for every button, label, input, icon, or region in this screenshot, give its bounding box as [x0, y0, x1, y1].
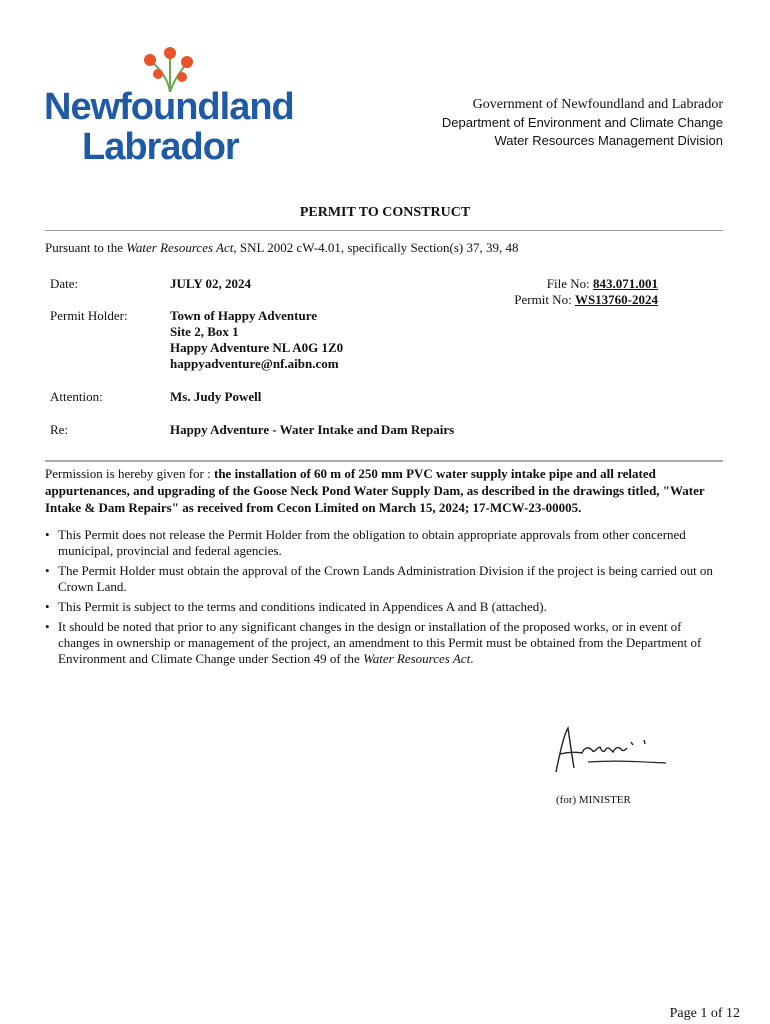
attention-label: Attention: [50, 389, 103, 404]
division-name: Water Resources Management Division [494, 133, 723, 148]
department-name: Department of Environment and Climate Change [441, 115, 723, 130]
logo-labrador: Labrador [82, 126, 239, 168]
department-header [442, 96, 723, 150]
pursuant-line: Pursuant to the Water Resources Act, SNL 2002 cW-4.01, specifically Section(s) 37, 39, 48 [45, 240, 519, 255]
page-number: Page 1 of 12 [669, 1006, 740, 1021]
list-item: • This Permit does not release the Permit Holder from the obligation to obtain appropriate approvals from other concerned municipal, provincial and federal agencies. [45, 527, 725, 559]
permit-holder-address: Town of Happy Adventure Site 2, Box 1 Happy Adventure NL A0G 1Z0 happyadventure@nf.aibn.com [170, 308, 344, 371]
logo-newfoundland: Newfoundland [44, 86, 294, 128]
list-item: • The Permit Holder must obtain the approval of the Crown Lands Administration Division if the project is being carried out on Crown Land. [45, 563, 725, 595]
list-item: • It should be noted that prior to any significant changes in the design or installation of the proposed works, or in event of changes in ownership or management of the project, an amendment to this Permit must be obtained from the Department of Environment and Climate Change under Section 49 of the Water Resources Act. [45, 619, 725, 667]
government-logo [40, 44, 294, 169]
attention-value: Ms. Judy Powell [170, 389, 262, 404]
permit-number: WS13760-2024 [574, 292, 658, 307]
file-numbers: File No: 843.071.001 Permit No: WS13760-2024 [514, 276, 658, 307]
re-value: Happy Adventure - Water Intake and Dam Repairs [170, 422, 455, 437]
document-title: PERMIT TO CONSTRUCT [299, 205, 471, 220]
file-number: 843.071.001 [593, 276, 658, 291]
minister-signature [548, 722, 673, 782]
date-label: Date: [50, 276, 79, 291]
re-label: Re: [50, 422, 69, 437]
permission-statement: Permission is hereby given for : the installation of 60 m of 250 mm PVC water supply intake pipe and all related appurtenances, and upgrading of the Goose Neck Pond Water Supply Dam, as described in the drawings titled, "Water Intake & Dam Repairs" as received from Cecon Limited on March 15, 2024; 17-MCW-23-00005. [45, 466, 705, 515]
permit-conditions-list [45, 527, 725, 671]
divider [45, 460, 723, 462]
act-name: Water Resources Act [126, 240, 234, 255]
divider [45, 230, 723, 231]
date-value: JULY 02, 2024 [170, 276, 252, 291]
list-item: • This Permit is subject to the terms and conditions indicated in Appendices A and B (attached). [45, 599, 725, 615]
government-name: Government of Newfoundland and Labrador [472, 97, 723, 112]
signature-caption: (for) MINISTER [556, 794, 631, 806]
permit-holder-label: Permit Holder: [50, 308, 128, 323]
